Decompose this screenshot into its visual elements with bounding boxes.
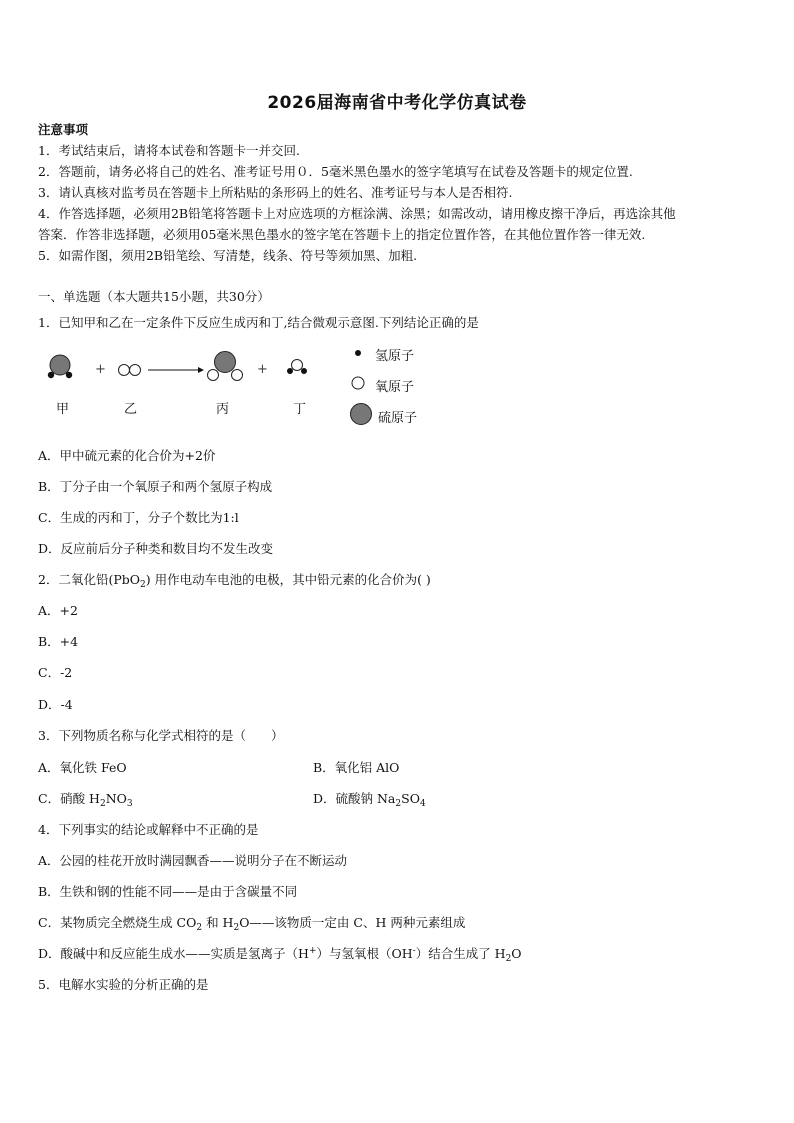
q3-option-b: B．氧化铝 AlO [313, 760, 400, 775]
q3-option-c: C．硝酸 $H_2NO_3$ [38, 791, 133, 809]
label-ding: 丁 [293, 402, 307, 417]
q2-option-c: C．-2 [38, 665, 73, 680]
legend-hydrogen: 氢原子 [375, 349, 415, 364]
notice-item: 1．考试结束后，请将本试卷和答题卡一并交回. [38, 143, 300, 158]
q4-option-d: D．酸碱中和反应能生成水——实质是氢离子（H+）与氢氧根（OH-）结合生成了 $H_2O$ [38, 946, 522, 964]
q4-option-a: A．公园的桂花开放时满园飘香——说明分子在不断运动 [38, 853, 348, 868]
question-3-stem: 3．下列物质名称与化学式相符的是（ ） [38, 728, 284, 743]
question-1-stem: 1．已知甲和乙在一定条件下反应生成丙和丁,结合微观示意图.下列结论正确的是 [38, 315, 479, 330]
legend-hydrogen-symbol [355, 350, 361, 356]
q1-option-a: A．甲中硫元素的化合价为+2价 [38, 448, 216, 463]
plus-sign: + [95, 362, 106, 377]
notice-item: 2．答题前，请务必将自己的姓名、准考证号用０．5毫米黑色墨水的签字笔填写在试卷及答题卡的规定位置. [38, 164, 633, 179]
q3-option-d: D．硫酸钠 $Na_2SO_4$ [313, 791, 426, 809]
q4-option-b: B．生铁和钢的性能不同——是由于含碳量不同 [38, 884, 298, 899]
q1-option-c: C．生成的丙和丁，分子个数比为1:l [38, 510, 239, 525]
question-4-stem: 4．下列事实的结论或解释中不正确的是 [38, 822, 259, 837]
question-2-stem: 2．二氧化铅(PbO$_2$) 用作电动车电池的电极，其中铅元素的化合价为( ) [38, 572, 431, 590]
q4-option-c: C．某物质完全燃烧生成 $CO_2$ 和 $H_2O——$该物质一定由 C、H 两种元素组成 [38, 915, 466, 933]
molecule-bing [208, 352, 243, 381]
notice-heading: 注意事项 [38, 122, 89, 137]
label-yi: 乙 [124, 402, 138, 417]
reaction-arrow [148, 367, 204, 373]
notice-item: 4．作答选择题，必须用2B铅笔将答题卡上对应选项的方框涂满、涂黑；如需改动，请用橡皮擦干净后，再选涂其他 [38, 206, 676, 221]
molecule-ding [287, 360, 307, 375]
reaction-diagram [38, 340, 458, 430]
notice-item: 5．如需作图，须用2B铅笔绘、写清楚，线条、符号等须加黑、加粗. [38, 248, 418, 263]
section-heading: 一、单选题（本大题共15小题，共30分） [38, 289, 270, 304]
plus-sign: + [257, 362, 268, 377]
q1-option-b: B．丁分子由一个氧原子和两个氢原子构成 [38, 479, 273, 494]
legend-sulfur-symbol [351, 404, 372, 425]
label-jia: 甲 [56, 402, 70, 417]
label-bing: 丙 [216, 402, 230, 417]
molecule-yi [119, 365, 141, 376]
q1-option-d: D．反应前后分子种类和数目均不发生改变 [38, 541, 274, 556]
q3-option-a: A．氧化铁 FeO [38, 760, 127, 775]
page-title: 2026届海南省中考化学仿真试卷 [267, 93, 527, 113]
q2-option-d: D．-4 [38, 697, 73, 712]
q2-option-a: A．+2 [38, 603, 78, 618]
notice-item: 3．请认真核对监考员在答题卡上所粘贴的条形码上的姓名、准考证号与本人是否相符. [38, 185, 513, 200]
legend-oxygen: 氧原子 [375, 380, 415, 395]
q2-option-b: B．+4 [38, 634, 79, 649]
notice-item: 答案．作答非选择题，必须用05毫米黑色墨水的签字笔在答题卡上的指定位置作答，在其他位置作答一律无效. [38, 227, 646, 242]
molecule-jia [48, 355, 72, 378]
legend-oxygen-symbol [352, 377, 364, 389]
question-5-stem: 5．电解水实验的分析正确的是 [38, 977, 209, 992]
legend-sulfur: 硫原子 [378, 411, 418, 426]
